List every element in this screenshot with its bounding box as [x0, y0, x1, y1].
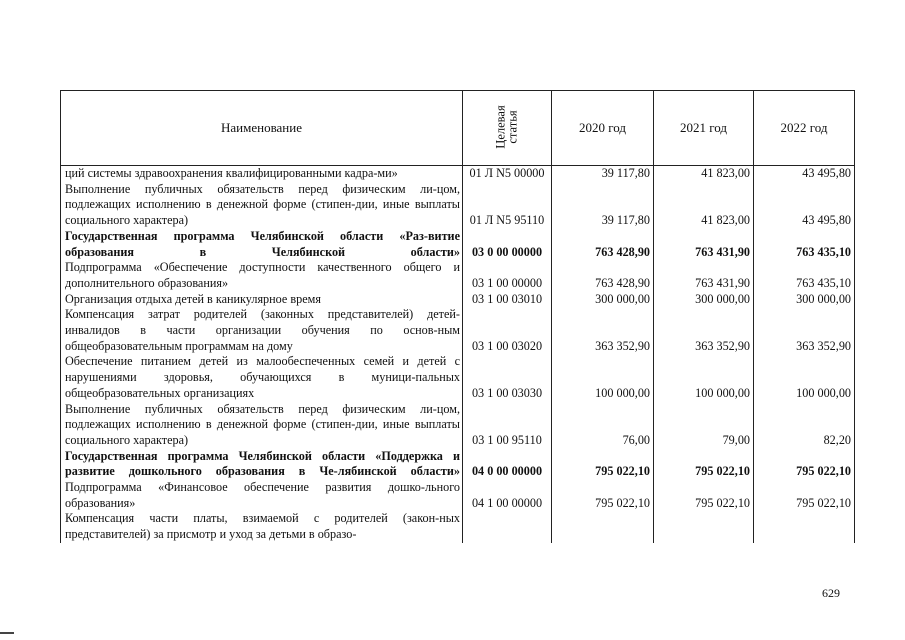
row-2021: 100 000,00	[654, 354, 754, 401]
table-header-row	[61, 91, 855, 166]
row-2022: 100 000,00	[754, 354, 855, 401]
row-name: Государственная программа Челябинской области «Раз-витие образования в Челябинской области»	[61, 229, 463, 260]
table-row	[61, 511, 855, 542]
row-2020: 100 000,00	[552, 354, 654, 401]
row-2022: 43 495,80	[754, 166, 855, 182]
row-code	[463, 511, 552, 542]
row-code: 04 1 00 00000	[463, 480, 552, 511]
row-name: Обеспечение питанием детей из малообеспеченных семей и детей с нарушениями здоровья, обучающихся в муници-пальных общеобразовательных организациях	[61, 354, 463, 401]
row-2020	[552, 511, 654, 542]
header-code-rotated	[495, 105, 519, 148]
row-code: 03 1 00 03020	[463, 307, 552, 354]
header-code-line1: Целевая	[494, 105, 508, 149]
row-name: Государственная программа Челябинской области «Поддержка и развитие дошкольного образования в Че-лябинской области»	[61, 449, 463, 480]
row-2020: 795 022,10	[552, 449, 654, 480]
table-row	[61, 182, 855, 229]
row-code: 01 Л N5 95110	[463, 182, 552, 229]
row-2022: 82,20	[754, 402, 855, 449]
row-name: Организация отдыха детей в каникулярное время	[61, 292, 463, 308]
row-code: 01 Л N5 00000	[463, 166, 552, 182]
table-row	[61, 292, 855, 308]
row-2022	[754, 511, 855, 542]
row-2020: 39 117,80	[552, 182, 654, 229]
row-2021	[654, 511, 754, 542]
row-name: Выполнение публичных обязательств перед физическим ли-цом, подлежащих исполнению в денежной форме (стипен-дии, иные выплаты социального характера)	[61, 182, 463, 229]
header-2021: 2021 год	[654, 91, 754, 166]
row-2020: 300 000,00	[552, 292, 654, 308]
row-code: 04 0 00 00000	[463, 449, 552, 480]
row-2022: 795 022,10	[754, 480, 855, 511]
row-code: 03 0 00 00000	[463, 229, 552, 260]
row-2021: 795 022,10	[654, 449, 754, 480]
header-code	[463, 91, 552, 166]
row-2020: 795 022,10	[552, 480, 654, 511]
row-2022: 43 495,80	[754, 182, 855, 229]
row-2022: 363 352,90	[754, 307, 855, 354]
row-2020: 76,00	[552, 402, 654, 449]
header-2022: 2022 год	[754, 91, 855, 166]
row-2022: 763 435,10	[754, 260, 855, 291]
row-name: Компенсация части платы, взимаемой с родителей (закон-ных представителей) за присмотр и уход за детьми в образо-	[61, 511, 463, 542]
header-2020: 2020 год	[552, 91, 654, 166]
row-2022: 795 022,10	[754, 449, 855, 480]
row-2021: 41 823,00	[654, 182, 754, 229]
row-2022: 763 435,10	[754, 229, 855, 260]
header-code-line2: статья	[506, 110, 520, 144]
row-2020: 363 352,90	[552, 307, 654, 354]
table-row	[61, 480, 855, 511]
row-code: 03 1 00 00000	[463, 260, 552, 291]
row-code: 03 1 00 95110	[463, 402, 552, 449]
row-2021: 41 823,00	[654, 166, 754, 182]
header-name: Наименование	[61, 91, 463, 166]
row-2021: 363 352,90	[654, 307, 754, 354]
scan-mark	[0, 632, 14, 634]
row-2021: 79,00	[654, 402, 754, 449]
table-row	[61, 229, 855, 260]
row-2020: 763 428,90	[552, 229, 654, 260]
row-2021: 763 431,90	[654, 260, 754, 291]
row-2021: 300 000,00	[654, 292, 754, 308]
row-2020: 763 428,90	[552, 260, 654, 291]
table-row	[61, 307, 855, 354]
table-row	[61, 402, 855, 449]
table-row	[61, 260, 855, 291]
row-2020: 39 117,80	[552, 166, 654, 182]
row-name: ций системы здравоохранения квалифицированными кадра-ми»	[61, 166, 463, 182]
row-code: 03 1 00 03010	[463, 292, 552, 308]
row-2022: 300 000,00	[754, 292, 855, 308]
table-row	[61, 449, 855, 480]
page-number: 629	[822, 586, 840, 600]
row-name: Выполнение публичных обязательств перед физическим ли-цом, подлежащих исполнению в денежной форме (стипен-дии, иные выплаты социального характера)	[61, 402, 463, 449]
table-row	[61, 354, 855, 401]
row-code: 03 1 00 03030	[463, 354, 552, 401]
row-2021: 795 022,10	[654, 480, 754, 511]
row-name: Подпрограмма «Обеспечение доступности качественного общего и дополнительного образования»	[61, 260, 463, 291]
budget-table	[60, 90, 855, 543]
table-row	[61, 166, 855, 182]
row-name: Подпрограмма «Финансовое обеспечение развития дошко-льного образования»	[61, 480, 463, 511]
row-name: Компенсация затрат родителей (законных представителей) детей-инвалидов в части организации обучения по основ-ным общеобразовательным программам на дому	[61, 307, 463, 354]
row-2021: 763 431,90	[654, 229, 754, 260]
